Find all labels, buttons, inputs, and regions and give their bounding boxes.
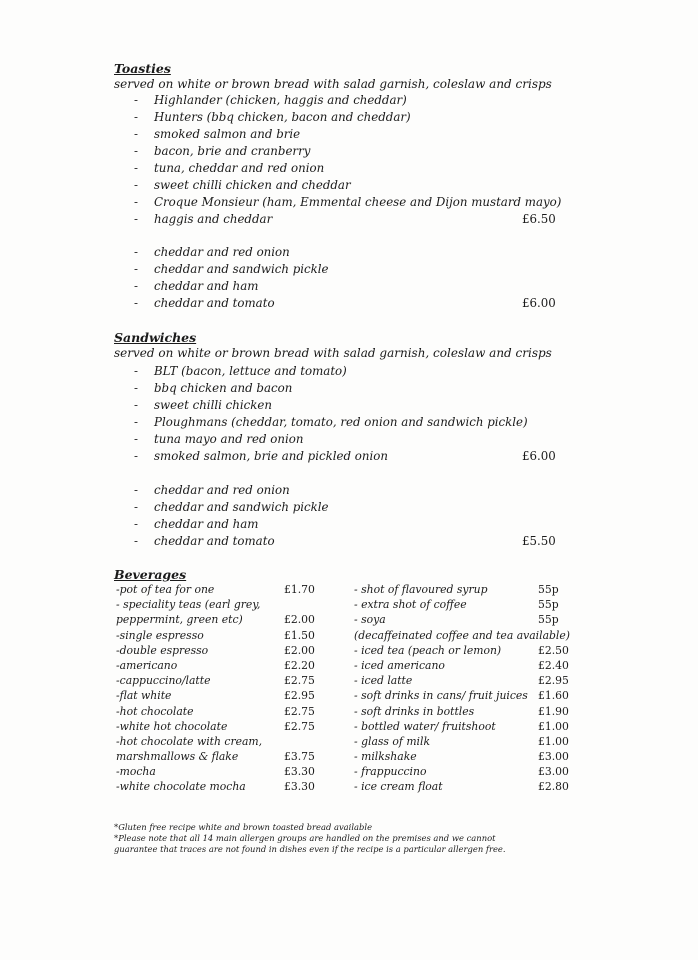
menu-item-name: cheddar and ham [154, 517, 259, 531]
beverage-item [354, 704, 586, 719]
sandwiches-subtitle: served on white or brown bread with salad garnish, coleslaw and crisps [114, 346, 552, 360]
beverages-left-column [116, 582, 336, 795]
beverage-name: -hot chocolate with cream, [116, 734, 263, 748]
menu-item [134, 244, 574, 261]
bullet-dash: - [134, 144, 138, 158]
beverage-item [354, 749, 586, 764]
toasties-subtitle: served on white or brown bread with salad garnish, coleslaw and crisps [114, 77, 552, 91]
beverage-item [116, 734, 336, 749]
beverage-name: -cappuccino/latte [116, 674, 211, 688]
bullet-dash: - [134, 398, 138, 412]
beverage-item [116, 612, 336, 627]
beverage-item [354, 764, 586, 779]
beverage-item [354, 658, 586, 673]
bullet-dash: - [134, 449, 138, 463]
beverage-item [354, 643, 586, 658]
footer-allergen-note-cont: guarantee that traces are not found in dishes even if the recipe is a particular allergen free. [114, 844, 506, 854]
sandwiches-list-1 [134, 363, 574, 465]
beverage-price: £1.70 [284, 583, 315, 596]
beverage-name: -white chocolate mocha [116, 780, 246, 794]
footer-allergen-note: *Please note that all 14 main allergen groups are handled on the premises and we cannot [114, 833, 496, 843]
beverage-price: £2.75 [284, 719, 315, 733]
beverage-price: £1.60 [538, 689, 569, 703]
menu-item-price: £6.50 [522, 212, 556, 226]
beverage-item [116, 673, 336, 688]
menu-item-name: bacon, brie and cranberry [154, 144, 311, 158]
beverage-price: £2.40 [538, 658, 569, 672]
beverage-item [116, 704, 336, 719]
menu-item [134, 363, 574, 380]
bullet-dash: - [134, 500, 138, 514]
beverage-name: - iced tea (peach or lemon) [354, 643, 502, 657]
beverage-price: £3.75 [284, 750, 315, 764]
beverages-title: Beverages [114, 567, 187, 582]
menu-item [134, 431, 574, 448]
menu-item [134, 448, 574, 465]
beverage-price: £3.00 [538, 750, 569, 764]
menu-item-name: smoked salmon, brie and pickled onion [154, 449, 388, 463]
menu-item [134, 126, 574, 143]
beverage-item [116, 658, 336, 673]
beverage-item [354, 628, 586, 643]
bullet-dash: - [134, 110, 138, 124]
menu-item-name: haggis and cheddar [154, 212, 273, 226]
bullet-dash: - [134, 178, 138, 192]
beverage-price: £3.30 [284, 780, 315, 794]
beverage-price: £1.00 [538, 734, 569, 748]
menu-item-name: Hunters (bbq chicken, bacon and cheddar) [154, 110, 411, 124]
beverage-name: -single espresso [116, 628, 204, 642]
menu-item [134, 160, 574, 177]
bullet-dash: - [134, 195, 138, 209]
beverage-name: marshmallows & flake [116, 750, 239, 764]
bullet-dash: - [134, 127, 138, 141]
beverage-name: - iced americano [354, 658, 445, 672]
beverage-item [354, 719, 586, 734]
menu-item-name: cheddar and sandwich pickle [154, 262, 329, 276]
beverage-price: £2.95 [284, 689, 315, 703]
toasties-list-1 [134, 92, 574, 228]
menu-item-price: £6.00 [522, 296, 556, 310]
beverage-name: peppermint, green etc) [116, 613, 243, 627]
menu-item-name: Highlander (chicken, haggis and cheddar) [154, 93, 407, 107]
beverage-price: £2.95 [538, 674, 569, 688]
menu-item-name: Croque Monsieur (ham, Emmental cheese and Dijon mustard mayo) [154, 195, 562, 209]
bullet-dash: - [134, 483, 138, 497]
beverage-name: - iced latte [354, 674, 413, 688]
beverage-price: £2.20 [284, 658, 315, 672]
bullet-dash: - [134, 296, 138, 310]
beverage-item [354, 673, 586, 688]
beverage-item [116, 597, 336, 612]
menu-item [134, 143, 574, 160]
menu-item-name: cheddar and sandwich pickle [154, 500, 329, 514]
menu-item [134, 482, 574, 499]
beverage-item [354, 582, 586, 597]
beverage-name: -hot chocolate [116, 704, 194, 718]
menu-item-price: £6.00 [522, 449, 556, 463]
beverage-price: £3.00 [538, 765, 569, 779]
menu-item-name: cheddar and ham [154, 279, 259, 293]
beverage-item [116, 764, 336, 779]
beverage-price: 55p [538, 598, 559, 612]
beverage-name: - soft drinks in bottles [354, 704, 475, 718]
menu-item [134, 261, 574, 278]
beverage-price: £1.50 [284, 628, 315, 642]
menu-item-name: cheddar and tomato [154, 534, 275, 548]
toasties-title: Toasties [114, 61, 171, 76]
beverage-price: 55p [538, 613, 559, 627]
menu-item-name: bbq chicken and bacon [154, 381, 293, 395]
menu-item [134, 397, 574, 414]
beverage-item [116, 749, 336, 764]
beverage-item [354, 734, 586, 749]
beverage-name: -double espresso [116, 643, 209, 657]
bullet-dash: - [134, 364, 138, 378]
menu-item [134, 533, 574, 550]
menu-item-price: £5.50 [522, 534, 556, 548]
beverage-item [116, 719, 336, 734]
beverage-name: - soft drinks in cans/ fruit juices [354, 689, 528, 703]
beverage-price: £2.50 [538, 643, 569, 657]
beverage-item [116, 582, 336, 597]
beverage-name: - glass of milk [354, 734, 431, 748]
bullet-dash: - [134, 381, 138, 395]
menu-item-name: cheddar and red onion [154, 245, 290, 259]
menu-item [134, 194, 574, 211]
beverage-item [116, 643, 336, 658]
beverage-name: - soya [354, 613, 386, 627]
menu-item-name: Ploughmans (cheddar, tomato, red onion and sandwich pickle) [154, 415, 528, 429]
beverage-price: £2.00 [284, 643, 315, 657]
bullet-dash: - [134, 279, 138, 293]
beverage-item [116, 628, 336, 643]
beverage-name: - shot of flavoured syrup [354, 583, 488, 596]
beverage-name: -white hot chocolate [116, 719, 228, 733]
menu-item-name: cheddar and red onion [154, 483, 290, 497]
menu-item-name: cheddar and tomato [154, 296, 275, 310]
beverage-item [116, 688, 336, 703]
bullet-dash: - [134, 245, 138, 259]
sandwiches-title: Sandwiches [114, 330, 197, 345]
menu-item [134, 414, 574, 431]
menu-item [134, 295, 574, 312]
beverage-item [354, 688, 586, 703]
beverage-name: - milkshake [354, 750, 417, 764]
menu-item [134, 278, 574, 295]
bullet-dash: - [134, 161, 138, 175]
beverage-name: -flat white [116, 689, 172, 703]
beverage-price: £2.75 [284, 674, 315, 688]
beverages-right-column [354, 582, 586, 795]
beverage-price: £3.30 [284, 765, 315, 779]
bullet-dash: - [134, 212, 138, 226]
footer-gluten-note: *Gluten free recipe white and brown toasted bread available [114, 822, 373, 832]
menu-item [134, 177, 574, 194]
menu-item [134, 499, 574, 516]
beverage-price: £1.90 [538, 704, 569, 718]
menu-item-name: tuna mayo and red onion [154, 432, 304, 446]
bullet-dash: - [134, 517, 138, 531]
beverage-name: - frappuccino [354, 765, 427, 779]
beverage-price: £2.00 [284, 613, 315, 627]
beverage-item [354, 612, 586, 627]
menu-item-name: sweet chilli chicken [154, 398, 272, 412]
beverage-price: 55p [538, 583, 559, 596]
menu-item-name: BLT (bacon, lettuce and tomato) [154, 364, 347, 378]
menu-item [134, 109, 574, 126]
beverage-name: -pot of tea for one [116, 583, 215, 596]
toasties-list-2 [134, 244, 574, 312]
beverage-name: (decaffeinated coffee and tea available) [354, 628, 570, 642]
beverage-item [354, 597, 586, 612]
beverage-name: - speciality teas (earl grey, [116, 598, 261, 612]
beverage-name: - bottled water/ fruitshoot [354, 719, 496, 733]
beverage-price: £1.00 [538, 719, 569, 733]
sandwiches-list-2 [134, 482, 574, 550]
menu-item-name: tuna, cheddar and red onion [154, 161, 325, 175]
bullet-dash: - [134, 432, 138, 446]
beverage-name: - extra shot of coffee [354, 598, 467, 612]
bullet-dash: - [134, 262, 138, 276]
menu-item [134, 516, 574, 533]
footer-notes [114, 822, 506, 855]
menu-item [134, 380, 574, 397]
beverage-name: -americano [116, 658, 178, 672]
beverage-price: £2.75 [284, 704, 315, 718]
beverage-name: -mocha [116, 765, 156, 779]
menu-item-name: smoked salmon and brie [154, 127, 301, 141]
beverage-item [116, 779, 336, 794]
bullet-dash: - [134, 415, 138, 429]
menu-item [134, 211, 574, 228]
beverage-item [354, 779, 586, 794]
beverage-name: - ice cream float [354, 780, 443, 794]
menu-item-name: sweet chilli chicken and cheddar [154, 178, 351, 192]
bullet-dash: - [134, 534, 138, 548]
bullet-dash: - [134, 93, 138, 107]
menu-item [134, 92, 574, 109]
beverage-price: £2.80 [538, 780, 569, 794]
